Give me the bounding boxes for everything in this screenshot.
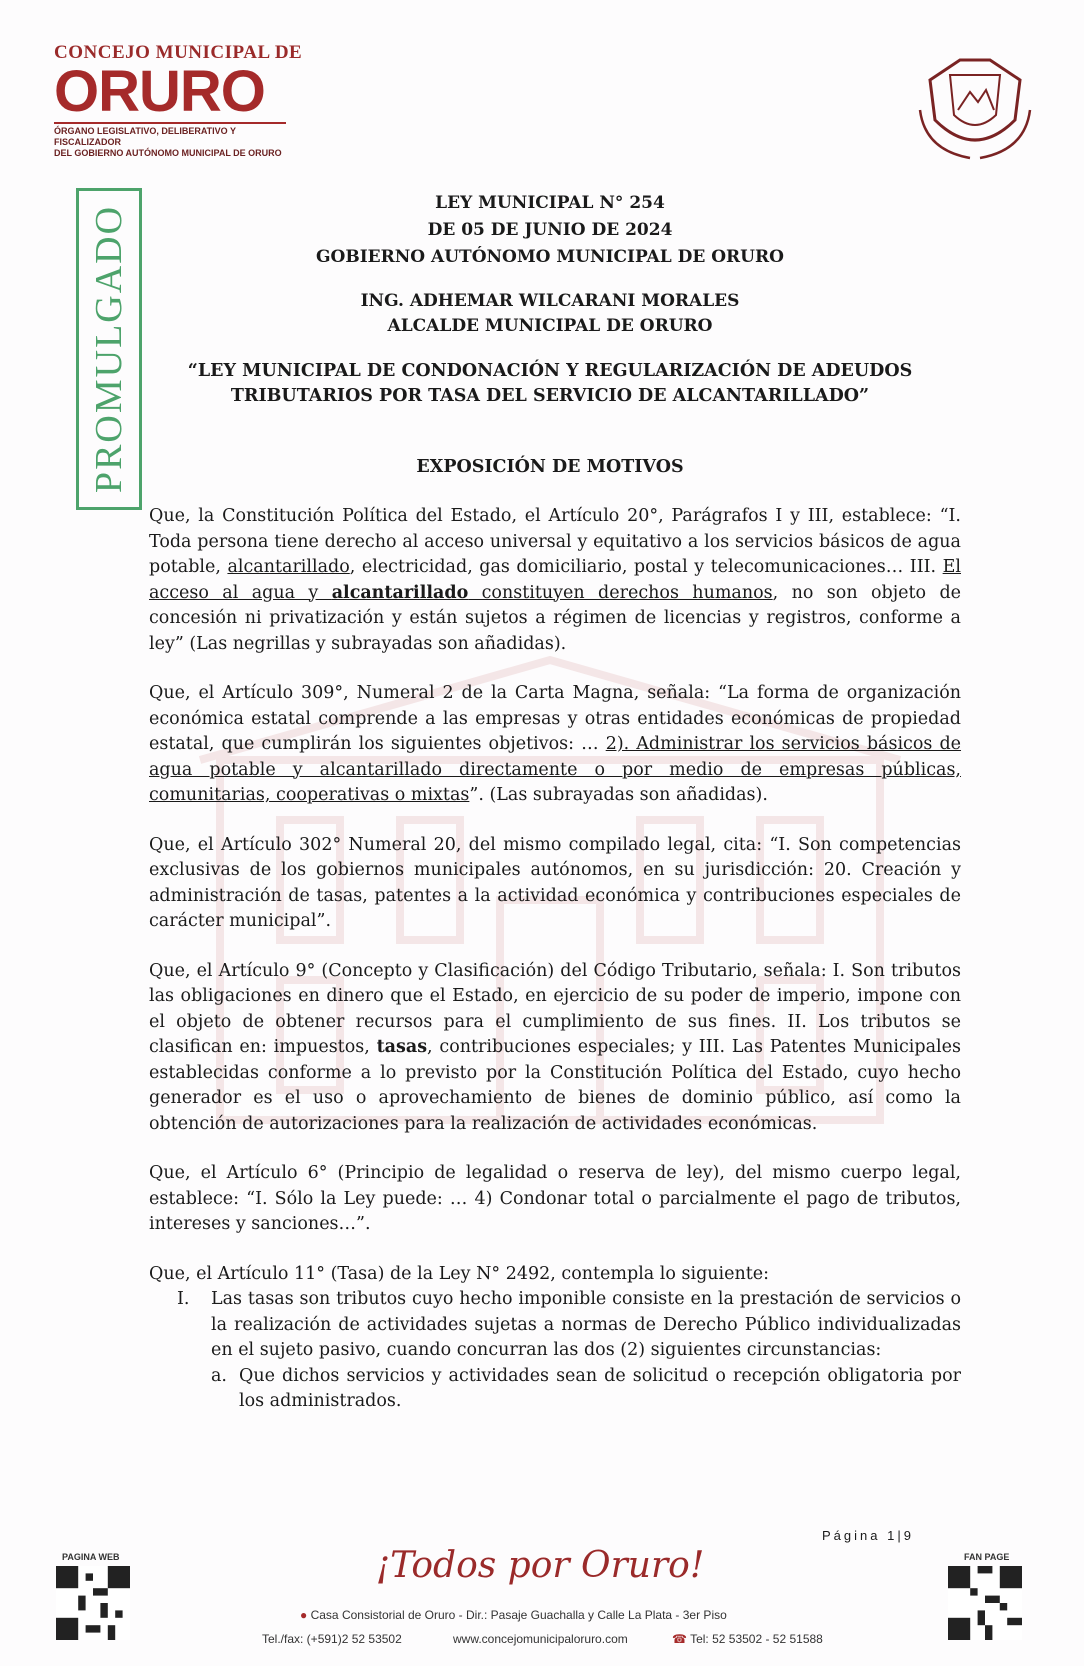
logo-main-text: ORURO [54, 59, 265, 124]
qr-code-web-icon[interactable] [56, 1566, 130, 1640]
qr-right-label: FAN PAGE [964, 1552, 1010, 1562]
law-date: DE 05 DE JUNIO DE 2024 [427, 220, 673, 240]
list-item-text: Las tasas son tributos cuyo hecho imponible consiste en la prestación de servicios o la realización de actividades sujetas a normas de Derecho Público individualizadas en el sujeto pasivo, cuando concurran las dos (2) siguientes circunstancias: [211, 1289, 961, 1360]
logo-top-text: CONCEJO MUNICIPAL DE [54, 42, 303, 63]
mayor-title: ALCALDE MUNICIPAL DE ORURO [387, 316, 713, 336]
paragraph-5: Que, el Artículo 6° (Principio de legalidad o reserva de ley), del mismo cuerpo legal, establece: “I. Sólo la Ley puede: … 4) Condonar total o parcialmente el pago de tributos, intereses y sanciones…”. [149, 1163, 961, 1234]
law-name-line-2: TRIBUTARIOS POR TASA DEL SERVICIO DE ALCANTARILLADO” [230, 386, 870, 406]
location-pin-icon: ● [300, 1608, 308, 1622]
section-heading: EXPOSICIÓN DE MOTIVOS [416, 457, 684, 477]
p4-bold: tasas [376, 1037, 428, 1057]
paragraph-2 [149, 681, 961, 809]
paragraph-1 [149, 504, 961, 657]
p1-underline-1: alcantarillado [227, 557, 350, 577]
p1-text-a: Que, la Constitución Política del Estado, el Artículo 20°, Parágrafos I y III, establece: “I. Toda persona tiene derecho al acceso universal y equitativo a los servicios básicos de agua potable, [149, 506, 961, 577]
slogan: ¡Todos por Oruro! [375, 1545, 705, 1586]
p1-underline-3: constituyen derechos humanos [468, 582, 773, 603]
page-number: Página 1|9 [822, 1528, 914, 1543]
p2-text-b: ”. (Las subrayadas son añadidas). [469, 785, 768, 805]
p1-text-c: , no son objeto de concesión ni privatización y están sujetos a régimen de licencias y registros, conforme a ley” (Las negrillas y subrayadas son añadidas). [149, 582, 962, 654]
footer-web-link[interactable]: www.concejomunicipaloruro.com [453, 1632, 628, 1646]
coat-of-arms-icon [910, 40, 1040, 170]
address-text: Casa Consistorial de Oruro - Dir.: Pasaje Guachalla y Calle La Plata - 3er Piso [310, 1608, 727, 1622]
logo-sub-1: ÓRGANO LEGISLATIVO, DELIBERATIVO Y FISCALIZADOR [54, 126, 236, 147]
footer-fax: Tel./fax: (+591)2 52 53502 [262, 1632, 402, 1646]
p1-bold-underline: alcantarillado [331, 582, 469, 603]
p1-text-b: , electricidad, gas domiciliario, postal y telecomunicaciones… III. [349, 557, 943, 577]
list-item [149, 1287, 961, 1364]
sub-list-marker: a. [211, 1365, 227, 1386]
footer-address [300, 1608, 727, 1622]
government-name: GOBIERNO AUTÓNOMO MUNICIPAL DE ORURO [316, 247, 784, 267]
list-marker: I. [177, 1289, 190, 1309]
stamp-text: PROMULGADO [88, 204, 130, 494]
paragraph-6: Que, el Artículo 11° (Tasa) de la Ley N° 2492, contempla lo siguiente: [149, 1263, 770, 1284]
sub-list-item-text: Que dichos servicios y actividades sean de solicitud o recepción obligatoria por los administrados. [239, 1365, 961, 1411]
logo-sub-2: DEL GOBIERNO AUTÓNOMO MUNICIPAL DE ORURO [54, 148, 282, 158]
law-name-line-1: “LEY MUNICIPAL DE CONDONACIÓN Y REGULARIZACIÓN DE ADEUDOS [187, 361, 913, 381]
p4-text-b: , contribuciones especiales; y III. Las Patentes Municipales establecidas conforme a lo previsto por la Constitución Política del Estado, cuyo hecho generador es el uso o aprovechamiento de bienes de dominio público, así como la obtención de autorizaciones para la realización de actividades económicas. [149, 1037, 961, 1134]
p2-underline: 2). Administrar los servicios básicos de agua potable y alcantarillado directamente o por medio de empresas públicas, comunitarias, cooperativas o mixtas [149, 734, 962, 805]
paragraph-3: Que, el Artículo 302° Numeral 20, del mismo compilado legal, cita: “I. Son competencias exclusivas de los gobiernos municipales autónomos, en su jurisdicción: 20. Creación y administración de tasas, patentes a la actividad económica y contribuciones especiales de carácter municipal”. [149, 834, 961, 931]
phone-icon: ☎ [672, 1632, 687, 1646]
sub-list-item [211, 1364, 961, 1415]
p2-text-a: Que, el Artículo 309°, Numeral 2 de la Carta Magna, señala: “La forma de organización económica estatal comprende a las empresas y otras entidades económicas de propiedad estatal, que cumplirán los siguientes objetivos: … [149, 683, 961, 754]
p1-underline-2: El acceso al agua y [149, 557, 961, 603]
paragraph-4 [149, 959, 961, 1138]
law-number: LEY MUNICIPAL N° 254 [435, 193, 665, 213]
phone-text: Tel: 52 53502 - 52 51588 [690, 1632, 823, 1646]
concejo-logo [54, 42, 304, 159]
qr-code-fanpage-icon[interactable] [948, 1566, 1022, 1640]
mayor-name: ING. ADHEMAR WILCARANI MORALES [360, 291, 740, 311]
qr-left-label: PAGINA WEB [62, 1552, 120, 1562]
p4-text-a: Que, el Artículo 9° (Concepto y Clasificación) del Código Tributario, señala: I. Son tributos las obligaciones en dinero que el Estado, en ejercicio de su poder de imperio, impone con el objeto de obtener recursos para el cumplimiento de sus fines. II. Los tributos se clasifican en: impuestos, [149, 960, 961, 1057]
document-body [149, 504, 961, 1415]
footer-phone [672, 1632, 823, 1646]
